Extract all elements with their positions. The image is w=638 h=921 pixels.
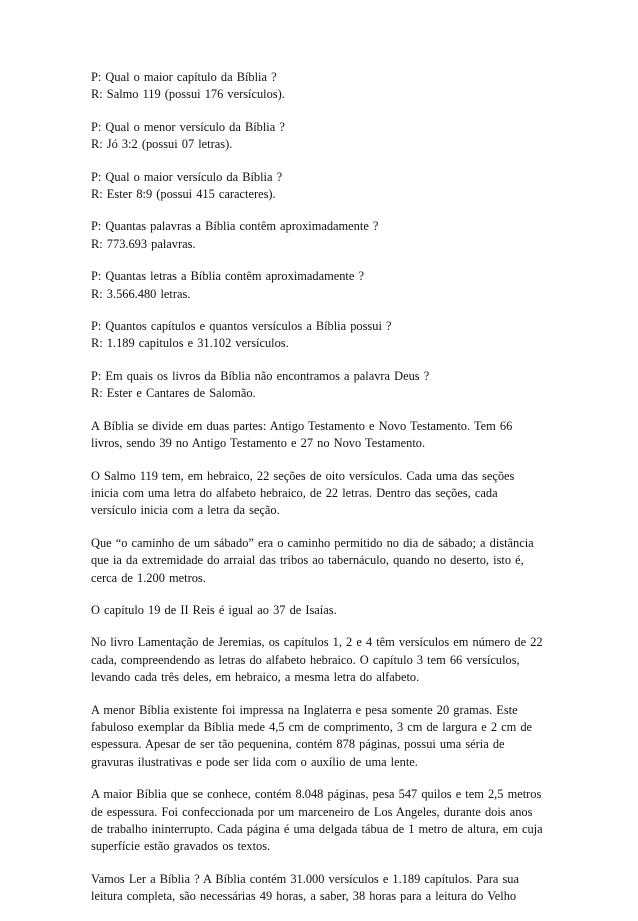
text-line: R: Ester 8:9 (possui 415 caracteres).: [91, 187, 276, 202]
paragraph: [91, 169, 561, 204]
text-line: No livro Lamentação de Jeremias, os capítulos 1, 2 e 4 têm versículos em número de 22: [91, 635, 543, 650]
text-line: de trabalho ininterrupto. Cada página é uma delgada tábua de 1 metro de altura, em cuja: [91, 822, 543, 836]
text-line: espessura. Apesar de ser tão pequenina, contém 878 páginas, possui uma séria de: [91, 737, 505, 752]
text-line: R: Salmo 119 (possui 176 versículos).: [91, 87, 285, 102]
text-line: versículo inicia com a letra da seção.: [91, 503, 280, 518]
text-line: gravuras ilustrativas e pode ser lida com o auxílio de uma lente.: [91, 754, 418, 769]
text-line: P: Quantas palavras a Bíblia contêm aproximadamente ?: [91, 219, 379, 234]
paragraph: [91, 368, 561, 403]
text-line: fabuloso exemplar da Bíblia mede 4,5 cm de comprimento, 3 cm de largura e 2 cm de: [91, 719, 533, 734]
document-body: [91, 69, 561, 921]
paragraph: [91, 871, 561, 906]
text-line: P: Em quais os livros da Bíblia não encontramos a palavra Deus ?: [91, 368, 430, 383]
text-line: R: Ester e Cantares de Salomão.: [91, 386, 256, 401]
text-line: P: Quantos capítulos e quantos versículos a Bíblia possui ?: [91, 319, 392, 334]
text-line: levando cada três deles, em hebraico, a mesma letra do alfabeto.: [91, 670, 420, 685]
paragraph: [91, 468, 561, 520]
text-line: P: Qual o maior capítulo da Bíblia ?: [91, 70, 277, 84]
text-line: cada, compreendendo as letras do alfabeto hebraico. O capítulo 3 tem 66 versículos,: [91, 652, 520, 667]
paragraph: [91, 218, 561, 253]
paragraph: [91, 418, 561, 453]
paragraph: [91, 535, 561, 587]
text-line: P: Qual o menor versículo da Bíblia ?: [91, 119, 285, 134]
paragraph: [91, 119, 561, 154]
paragraph: [91, 786, 561, 856]
text-line: R: 3.566.480 letras.: [91, 286, 191, 301]
text-line: livros, sendo 39 no Antigo Testamento e 27 no Novo Testamento.: [91, 436, 426, 451]
text-line: A Bíblia se divide em duas partes: Antigo Testamento e Novo Testamento. Tem 66: [91, 418, 513, 433]
text-line: P: Qual o maior versículo da Bíblia ?: [91, 169, 283, 184]
text-line: O capítulo 19 de II Reis é igual ao 37 de Isaías.: [91, 602, 337, 617]
text-line: A maior Bíblia que se conhece, contém 8.048 páginas, pesa 547 quilos e tem 2,5 metros: [91, 787, 542, 802]
paragraph: [91, 702, 561, 772]
paragraph: [91, 268, 561, 303]
text-line: R: 773.693 palavras.: [91, 236, 196, 251]
paragraph: [91, 634, 561, 686]
text-line: que ia da extremidade do arraial das tribos ao tabernáculo, quando no deserto, isto é,: [91, 553, 524, 568]
text-line: Que “o caminho de um sábado” era o caminho permitido no dia de sábado; a distância: [91, 535, 534, 550]
paragraph: [91, 602, 561, 619]
paragraph: [91, 69, 561, 104]
text-line: P: Quantas letras a Bíblia contêm aproximadamente ?: [91, 269, 364, 284]
text-line: cerca de 1.200 metros.: [91, 570, 206, 585]
text-line: O Salmo 119 tem, em hebraico, 22 seções de oito versículos. Cada uma das seções: [91, 468, 515, 483]
paragraph: [91, 318, 561, 353]
text-line: de espessura. Foi confeccionada por um marceneiro de Los Angeles, durante dois anos: [91, 804, 533, 819]
text-line: inicia com uma letra do alfabeto hebraico, de 22 letras. Dentro das seções, cada: [91, 485, 498, 500]
text-line: leitura completa, são necessárias 49 horas, a saber, 38 horas para a leitura do Velho: [91, 889, 517, 904]
text-line: Vamos Ler a Bíblia ? A Bíblia contém 31.000 versículos e 1.189 capítulos. Para sua: [91, 871, 519, 886]
text-line: superfície estão gravados os textos.: [91, 839, 271, 854]
text-line: A menor Bíblia existente foi impressa na Inglaterra e pesa somente 20 gramas. Este: [91, 702, 518, 717]
text-line: R: Jó 3:2 (possui 07 letras).: [91, 137, 233, 152]
text-line: R: 1.189 capitulos e 31.102 versículos.: [91, 336, 289, 351]
